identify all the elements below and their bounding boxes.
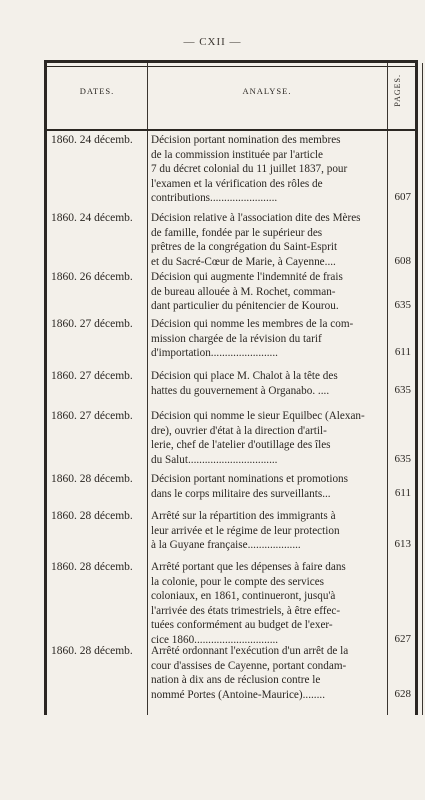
entry-analysis-line: contributions........................ [151, 192, 278, 205]
entry-page-number: 611 [394, 486, 411, 499]
entry-analysis [151, 560, 383, 648]
entry-analysis-line: de bureau allouée à M. Rochet, comman- [151, 285, 336, 298]
entry-analysis-line: dant particulier du pénitencier de Kourou. [151, 300, 339, 313]
outer-right-rule [422, 63, 423, 715]
entry-analysis-line: 7 du décret colonial du 11 juillet 1837, pour [151, 163, 348, 176]
entry-analysis-line: l'arrivée des états trimestriels, à être effec- [151, 604, 341, 617]
column-header-dates: DATES. [79, 86, 115, 96]
entry-page-number: 628 [394, 687, 411, 700]
entry-analysis-line: l'examen et la vérification des rôles de [151, 177, 323, 190]
entry-analysis-line: d'importation........................ [151, 347, 278, 360]
entry-analysis [151, 509, 383, 553]
table-frame [44, 60, 418, 715]
entry-analysis-line: Arrêté portant que les dépenses à faire dans [151, 561, 346, 573]
entry-page-number: 611 [394, 346, 411, 359]
entry-date: 1860. 26 décemb. [51, 271, 133, 283]
table-header [47, 66, 415, 131]
entry-analysis-line: du Salut................................ [151, 453, 278, 466]
entry-analysis-line: cour d'assises de Cayenne, portant condam- [151, 659, 347, 672]
entry-analysis-line: prêtres de la congrégation du Saint-Esprit [151, 241, 338, 254]
entry-date: 1860. 27 décemb. [51, 370, 133, 382]
entry-analysis [151, 211, 383, 269]
entry-analysis-line: lerie, chef de l'atelier d'outillage des îles [151, 439, 331, 452]
column-header-analyse: ANALYSE. [242, 86, 292, 96]
entry-analysis [151, 317, 383, 361]
entry-analysis [151, 133, 383, 206]
entry-analysis-line: dans le corps militaire des surveillants... [151, 487, 331, 500]
entry-page-number: 613 [394, 538, 411, 551]
entry-analysis-line: Arrêté sur la répartition des immigrants à [151, 510, 336, 522]
entry-analysis-line: de famille, fondée par le supérieur des [151, 226, 323, 239]
entry-analysis-line: tuées conformément au budget de l'exer- [151, 619, 333, 632]
entry-analysis-line: Décision qui nomme le sieur Equilbec (Alexan- [151, 410, 365, 422]
entry-analysis-line: dre), ouvrier d'état à la direction d'artil- [151, 424, 327, 437]
entry-date: 1860. 24 décemb. [51, 134, 133, 146]
entry-date: 1860. 28 décemb. [51, 561, 133, 573]
entry-date: 1860. 28 décemb. [51, 645, 133, 657]
column-header-pages: PAGES. [393, 74, 402, 107]
entry-analysis-line: de la commission instituée par l'article [151, 148, 323, 161]
entry-analysis [151, 409, 383, 467]
entry-analysis-line: Décision qui nomme les membres de la com- [151, 318, 354, 330]
entry-analysis [151, 369, 383, 398]
entry-page-number: 607 [394, 191, 411, 204]
entry-analysis [151, 472, 383, 501]
column-divider-pages [387, 63, 388, 715]
entry-analysis-line: nommé Portes (Antoine-Maurice)........ [151, 688, 325, 701]
entry-analysis-line: nation à dix ans de réclusion contre le [151, 674, 321, 687]
entry-page-number: 635 [394, 452, 411, 465]
entry-page-number: 635 [394, 383, 411, 396]
entry-analysis [151, 644, 383, 702]
entry-page-number: 627 [394, 633, 411, 645]
entry-date: 1860. 27 décemb. [51, 410, 133, 422]
column-divider-dates [147, 63, 148, 715]
entry-date: 1860. 28 décemb. [51, 510, 133, 522]
entry-analysis-line: Décision qui augmente l'indemnité de frais [151, 271, 343, 283]
entry-page-number: 635 [394, 299, 411, 312]
entry-analysis-line: la colonie, pour le compte des services [151, 575, 325, 588]
entry-analysis-line: coloniaux, en 1861, continueront, jusqu'à [151, 590, 336, 603]
page-number: — CXII — [183, 36, 242, 48]
entry-analysis-line: hattes du gouvernement à Organabo. .... [151, 384, 330, 397]
entry-analysis-line: cice 1860.............................. [151, 633, 279, 646]
entry-analysis-line: Décision qui place M. Chalot à la tête des [151, 370, 338, 382]
entry-analysis-line: Décision portant nomination des membres [151, 134, 341, 146]
entry-analysis-line: à la Guyane française................... [151, 539, 301, 552]
entry-analysis-line: Décision relative à l'association dite des Mères [151, 212, 361, 224]
entry-page-number: 608 [394, 254, 411, 267]
entry-analysis [151, 270, 383, 314]
entry-analysis-line: Arrêté ordonnant l'exécution d'un arrêt de la [151, 645, 349, 657]
entry-date: 1860. 28 décemb. [51, 473, 133, 485]
entry-analysis-line: leur arrivée et le régime de leur protection [151, 524, 340, 537]
entry-analysis-line: Décision portant nominations et promotions [151, 473, 348, 485]
entry-analysis-line: et du Sacré-Cœur de Marie, à Cayenne.... [151, 255, 336, 268]
entry-date: 1860. 27 décemb. [51, 318, 133, 330]
entry-analysis-line: mission chargée de la révision du tarif [151, 332, 322, 345]
entry-date: 1860. 24 décemb. [51, 212, 133, 224]
